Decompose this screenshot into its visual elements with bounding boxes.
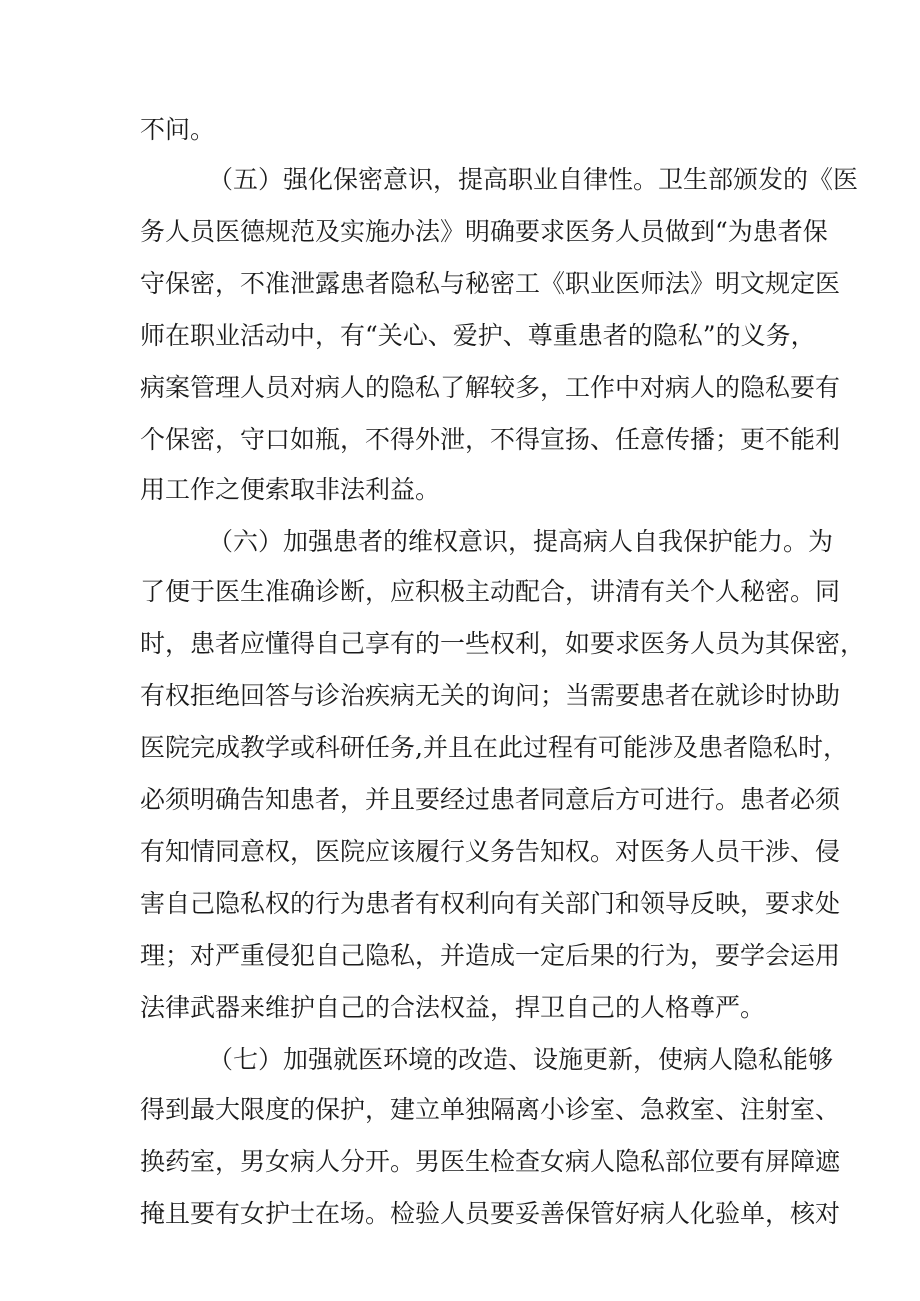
text-line: 用工作之便索取非法利益。 (140, 475, 441, 504)
text-line: 换药室，男女病人分开。男医生检查女病人隐私部位要有屏障遮 (140, 1147, 841, 1176)
text-line: 法律武器来维护自己的合法权益，捍卫自己的人格尊严。 (140, 993, 766, 1022)
text-line: 有知情同意权，医院应该履行义务告知权。对医务人员干涉、侵 (140, 837, 841, 866)
text-line: 师在职业活动中，有“关心、爱护、尊重患者的隐私”的义务， (140, 321, 816, 350)
text-line: 必须明确告知患者，并且要经过患者同意后方可进行。患者必须 (140, 785, 841, 814)
text-line: 害自己隐私权的行为患者有权利向有关部门和领导反映，要求处 (140, 889, 841, 918)
paragraph-7-heading-line: （七）加强就医环境的改造、设施更新，使病人隐私能够 (208, 1045, 834, 1074)
paragraph-5-heading-line: （五）强化保密意识，提高职业自律性。卫生部颁发的《医 (208, 165, 859, 194)
text-line: 病案管理人员对病人的隐私了解较多，工作中对病人的隐私要有 (140, 373, 841, 402)
text-line: 守保密，不准泄露患者隐私与秘密工《职业医师法》明文规定医 (140, 269, 841, 298)
text-line: 掩且要有女护士在场。检验人员要妥善保管好病人化验单，核对 (140, 1199, 841, 1228)
text-line: 有权拒绝回答与诊治疾病无关的询问；当需要患者在就诊时协助 (140, 681, 841, 710)
text-line: 时，患者应懂得自己享有的一些权利，如要求医务人员为其保密， (140, 629, 866, 658)
text-line: 了便于医生准确诊断，应积极主动配合，讲清有关个人秘密。同 (140, 577, 841, 606)
text-line: 医院完成教学或科研任务,并且在此过程有可能涉及患者隐私时， (140, 733, 848, 762)
text-line: 不问。 (140, 115, 216, 144)
paragraph-6-heading-line: （六）加强患者的维权意识，提高病人自我保护能力。为 (208, 527, 834, 556)
text-line: 务人员医德规范及实施办法》明确要求医务人员做到“为患者保 (140, 217, 828, 246)
text-line: 个保密，守口如瓶，不得外泄，不得宣扬、任意传播；更不能利 (140, 425, 841, 454)
text-line: 理；对严重侵犯自己隐私，并造成一定后果的行为，要学会运用 (140, 941, 841, 970)
text-line: 得到最大限度的保护，建立单独隔离小诊室、急救室、注射室、 (140, 1095, 841, 1124)
